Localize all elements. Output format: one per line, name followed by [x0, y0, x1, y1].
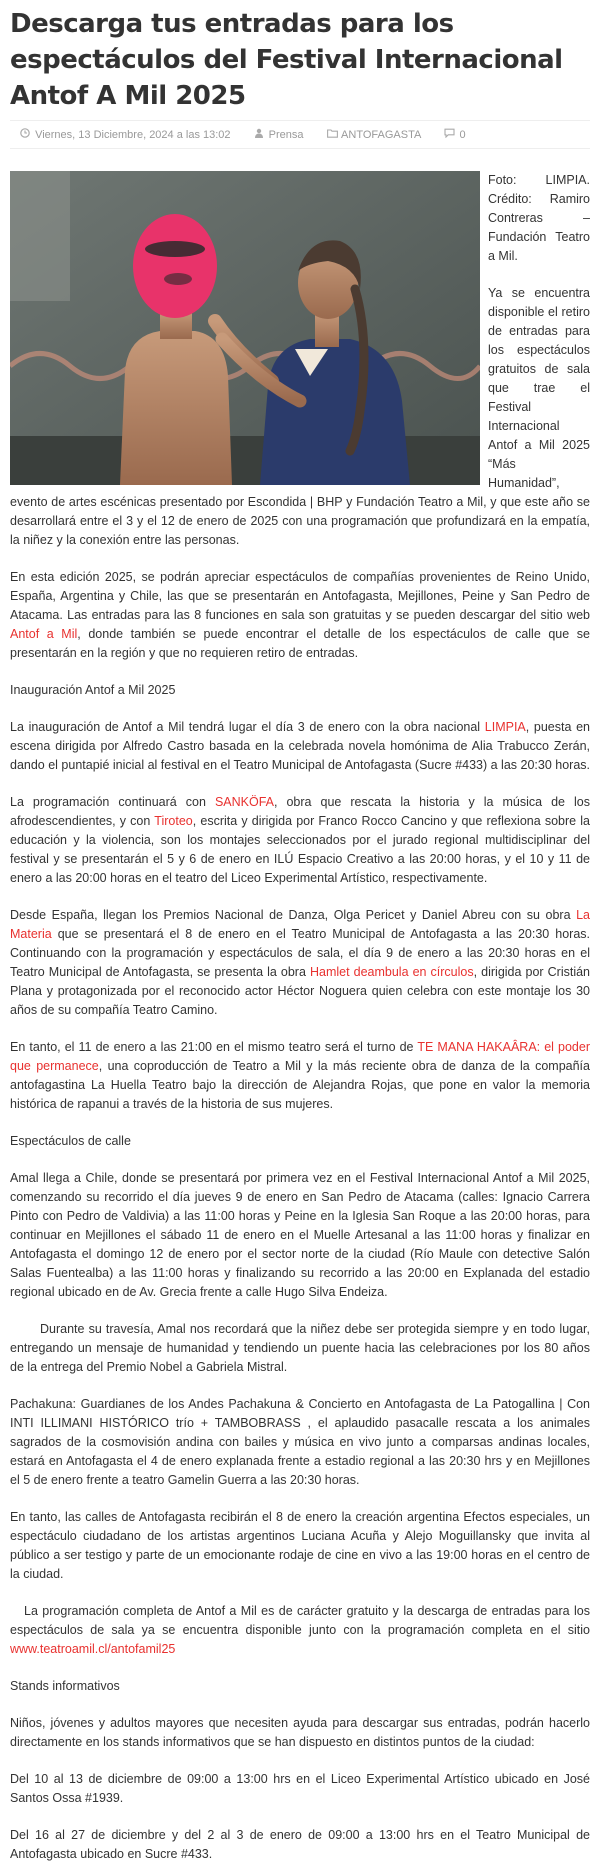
meta-comments[interactable] — [444, 129, 475, 141]
paragraph-text: , donde también se puede encontrar el detalle de los espectáculos de calle que se presentarán en la región y que no requieren retiro de entradas. — [10, 627, 590, 660]
limpia-link[interactable]: LIMPIA — [484, 720, 526, 734]
paragraph-inauguracion — [10, 718, 590, 775]
meta-category-text[interactable]: ANTOFAGASTA — [341, 129, 422, 141]
user-icon — [254, 128, 264, 141]
paragraph-text: La inauguración de Antof a Mil tendrá lugar el día 3 de enero con la obra nacional — [10, 720, 485, 734]
paragraph-pachakuna: Pachakuna: Guardianes de los Andes Pachakuna & Concierto en Antofagasta de La Patogallina | Con INTI ILLIMANI HISTÓRICO trío + TAMBOBRASS , el aplaudido pasacalle rescata a los animales sagrados de la cosmovisión andina con bailes y música en vivo junto a comparsas andinas locales, estará en Antofagasta el 4 de enero explanada frente a estadio regional a las 20:30 hrs y en Mejillones el 5 de enero frente a teatro Gamelin Guerra a las 20:30 horas. — [10, 1397, 590, 1487]
paragraph-stands: Niños, jóvenes y adultos mayores que necesiten ayuda para descargar sus entradas, podrán hacerlo directamente en los stands informativos que se han dispuesto en distintos puntos de la ciudad: — [10, 1716, 590, 1749]
article-title: Descarga tus entradas para los espectáculos del Festival Internacional Antof A Mil 2025 — [10, 9, 563, 111]
paragraph-stand-liceo: Del 10 al 13 de diciembre de 09:00 a 13:00 hrs en el Liceo Experimental Artístico ubicado en José Santos Ossa #1939. — [10, 1772, 590, 1805]
hamlet-link[interactable]: Hamlet deambula en círculos — [309, 965, 474, 979]
paragraph-text: La programación continuará con — [10, 795, 215, 809]
paragraph-text: que se presentará el 8 de enero en el Teatro Municipal de Antofagasta a las 20:30 horas. Continuando con la programación y espectáculos de sala, el día 9 de enero a las 20:30 horas en el Teatro Municipal de Antofagasta, se presenta la obra — [10, 927, 590, 979]
photo-caption: Foto: LIMPIA. Crédito: Ramiro Contreras – Fundación Teatro a Mil. — [488, 173, 590, 263]
article-body — [10, 171, 590, 1864]
antof-a-mil-link[interactable]: Antof a Mil — [10, 627, 78, 641]
intro-paragraph: Ya se encuentra disponible el retiro de entradas para los espectáculos gratuitos de sala que trae el Festival Internacional Antof a Mil 2025 “Más Humanidad”, evento de artes escénicas presentado por Escondida | BHP y Fundación Teatro a Mil, y que este año se desarrollará entre el 3 y el 12 de enero de 2025 con una programación que profundizará en la empatía, la niñez y la conexión entre las personas. — [10, 286, 590, 547]
paragraph-text: , dirigida por Cristián Plana y protagonizada por el reconocido actor Héctor Noguera quien celebra con este montaje los 30 años de su compañía Teatro Camino. — [10, 965, 590, 1017]
paragraph-text: , escrita y dirigida por Franco Rocco Cancino y que reflexiona sobre la educación y la violencia, son los montajes seleccionados por el jurado regional multidisciplinar del festival y se presentarán el 5 y 6 de enero en ILÚ Espacio Creativo a las 20:00 horas, y el 10 y 11 de enero a las 20:00 horas en el teatro del Liceo Experimental Artístico, respectivamente. — [10, 814, 590, 885]
paragraph-programacion-completa — [10, 1602, 590, 1659]
paragraph-efectos: En tanto, las calles de Antofagasta recibirán el 8 de enero la creación argentina Efectos especiales, un espectáculo ciudadano de los artistas argentinos Luciana Acuña y Alejo Moguillansky que invita al público a ser testigo y parte de un emocionante rodaje de cine en vivo a las 19:00 horas en el centro de la ciudad. — [10, 1510, 590, 1581]
article — [10, 6, 590, 1864]
paragraph-text: En tanto, el 11 de enero a las 21:00 en el mismo teatro será el turno de — [10, 1040, 418, 1054]
paragraph-text: , puesta en escena dirigida por Alfredo Castro basada en la celebrada novela homónima de Alia Trabucco Zerán, dando el puntapié inicial al festival en el Teatro Municipal de Antofagasta (Sucre #433) a las 20:30 horas. — [10, 720, 591, 772]
paragraph-text: En esta edición 2025, se podrán apreciar espectáculos de compañías provenientes de Reino Unido, España, Argentina y Chile, las que se presentarán en Antofagasta, Mejillones, Peine y San Pedro de Atacama. Las entradas para las 8 funciones en sala son gratuitas y se pueden descargar del sitio web — [10, 570, 590, 622]
paragraph-espana — [10, 906, 590, 1020]
comment-icon — [444, 128, 454, 141]
meta-category[interactable] — [327, 129, 435, 141]
paragraph-text: La programación completa de Antof a Mil es de carácter gratuito y la descarga de entradas para los espectáculos de sala ya se encuentra disponible junto con la programación completa en el sitio — [10, 1604, 590, 1637]
paragraph-stand-teatro: Del 16 al 27 de diciembre y del 2 al 3 de enero de 09:00 a 13:00 hrs en el Teatro Municipal de Antofagasta ubicado en Sucre #433. — [10, 1828, 590, 1861]
heading-calle: Espectáculos de calle — [10, 1134, 131, 1148]
folder-icon — [327, 128, 337, 141]
heading-stands: Stands informativos — [10, 1679, 120, 1693]
heading-inauguracion: Inauguración Antof a Mil 2025 — [10, 683, 176, 697]
te-mana-hakaara-link[interactable]: TE MANA HAKAÂRA: el poder que permanece — [10, 1040, 590, 1073]
paragraph-amal: Amal llega a Chile, donde se presentará por primera vez en el Festival Internacional Antof a Mil 2025, comenzando su recorrido el día jueves 9 de enero en San Pedro de Atacama (calles: Ignacio Carrera Pinto con Pedro de Valdivia) a las 11:00 horas y Peine en la Iglesia San Roque a las 20:00 horas, para continuar en Mejillones el sábado 11 de enero en el Muelle Artesanal a las 11:00 horas y finalizar en Antofagasta el domingo 12 de enero por el sector norte de la ciudad (Río Maule con detective Salón Salas Fuentealba) a las 11:00 horas y finalizando su recorrido a las 20:00 en Explanada del estadio regional ubicado en de Av. Grecia frente a calle Hugo Silva Endeiza. — [10, 1171, 590, 1299]
tiroteo-link[interactable]: Tiroteo — [154, 814, 193, 828]
paragraph-travesia: Durante su travesía, Amal nos recordará que la niñez debe ser protegida siempre y en todo lugar, entregando un mensaje de humanidad y tendiendo un puente hacia las celebraciones por los 80 años de la entrega del Premio Nobel a Gabriela Mistral. — [10, 1322, 590, 1374]
sankofa-link[interactable]: SANKÖFA — [214, 795, 274, 809]
paragraph-programacion — [10, 793, 590, 888]
article-meta — [10, 120, 590, 149]
clock-icon — [20, 128, 30, 141]
paragraph-te-mana — [10, 1038, 590, 1114]
meta-date-text: Viernes, 13 Diciembre, 2024 a las 13:02 — [35, 129, 231, 141]
teatroamil-link[interactable]: www.teatroamil.cl/antofamil25 — [10, 1642, 176, 1656]
paragraph-sedes — [10, 568, 590, 663]
meta-comments-count[interactable]: 0 — [459, 129, 466, 141]
meta-author-text[interactable]: Prensa — [268, 129, 304, 141]
paragraph-text: Desde España, llegan los Premios Nacional de Danza, Olga Pericet y Daniel Abreu con su obra — [10, 908, 577, 922]
paragraph-text: , obra que rescata la historia y la música de los afrodescendientes, y con — [10, 795, 590, 828]
meta-date — [20, 129, 244, 141]
paragraph-text: , una coproducción de Teatro a Mil y la más reciente obra de danza de la compañía antofagastina La Huella Teatro bajo la dirección de Alejandra Rojas, que pone en valor la memoria histórica de rapanui a través de la historia de sus mujeres. — [10, 1059, 590, 1111]
article-photo — [10, 171, 480, 485]
la-materia-link[interactable]: La Materia — [10, 908, 590, 941]
meta-author[interactable] — [254, 129, 317, 141]
